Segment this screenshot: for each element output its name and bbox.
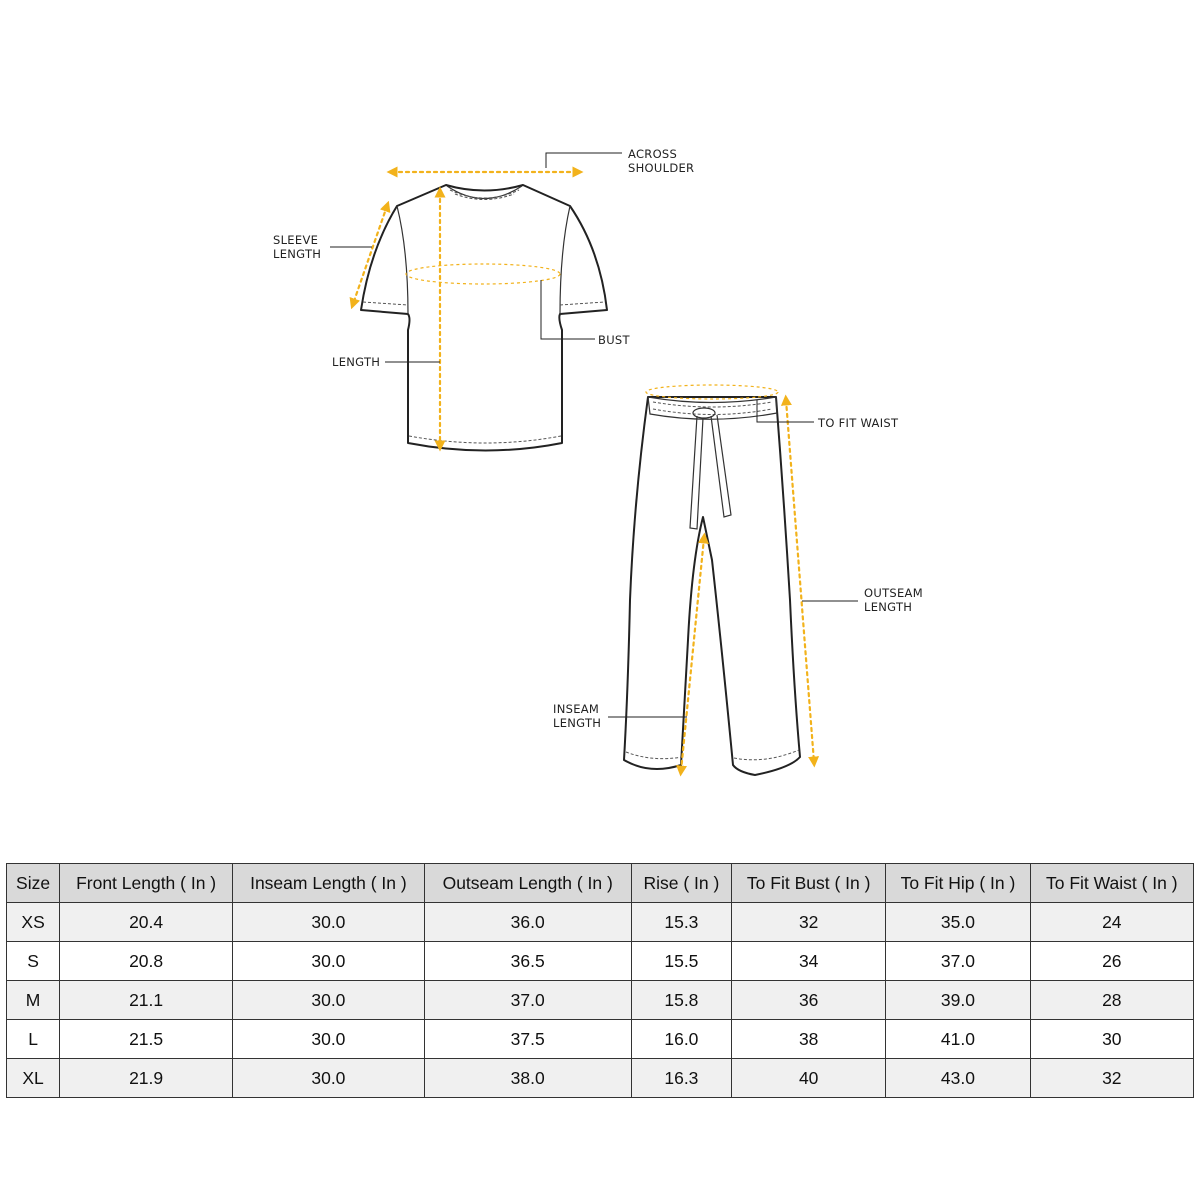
header-to-fit-bust: To Fit Bust ( In )	[732, 864, 886, 903]
header-inseam-length: Inseam Length ( In )	[233, 864, 425, 903]
table-cell: M	[7, 981, 60, 1020]
to-fit-waist-label: TO FIT WAIST	[818, 416, 899, 430]
header-to-fit-hip: To Fit Hip ( In )	[886, 864, 1030, 903]
table-row	[7, 981, 1194, 1020]
table-cell: 26	[1030, 942, 1193, 981]
table-cell: 21.9	[60, 1059, 233, 1098]
table-header-row	[7, 864, 1194, 903]
table-row	[7, 942, 1194, 981]
header-to-fit-waist: To Fit Waist ( In )	[1030, 864, 1193, 903]
header-front-length: Front Length ( In )	[60, 864, 233, 903]
table-cell: 16.3	[631, 1059, 731, 1098]
table-cell: 43.0	[886, 1059, 1030, 1098]
table-cell: 40	[732, 1059, 886, 1098]
table-cell: XS	[7, 903, 60, 942]
table-cell: 38	[732, 1020, 886, 1059]
table-cell: 30.0	[233, 1059, 425, 1098]
table-row	[7, 903, 1194, 942]
table-cell: XL	[7, 1059, 60, 1098]
sleeve-length-label: SLEEVE LENGTH	[273, 233, 322, 261]
table-cell: 36	[732, 981, 886, 1020]
across-shoulder-label: ACROSS SHOULDER	[628, 147, 695, 175]
table-cell: 15.8	[631, 981, 731, 1020]
table-cell: 30.0	[233, 903, 425, 942]
tshirt-body	[361, 185, 607, 451]
table-cell: 24	[1030, 903, 1193, 942]
table-cell: 41.0	[886, 1020, 1030, 1059]
pants-body	[624, 397, 800, 775]
table-cell: 32	[1030, 1059, 1193, 1098]
table-cell: L	[7, 1020, 60, 1059]
table-cell: 36.0	[424, 903, 631, 942]
table-cell: S	[7, 942, 60, 981]
table-cell: 20.8	[60, 942, 233, 981]
table-cell: 36.5	[424, 942, 631, 981]
outseam-length-label: OUTSEAM LENGTH	[864, 586, 923, 614]
table-cell: 30.0	[233, 1020, 425, 1059]
table-cell: 28	[1030, 981, 1193, 1020]
table-cell: 20.4	[60, 903, 233, 942]
table-cell: 30	[1030, 1020, 1193, 1059]
table-cell: 21.1	[60, 981, 233, 1020]
table-cell: 34	[732, 942, 886, 981]
table-cell: 35.0	[886, 903, 1030, 942]
table-cell: 30.0	[233, 981, 425, 1020]
table-row	[7, 1020, 1194, 1059]
table-cell: 38.0	[424, 1059, 631, 1098]
table-cell: 30.0	[233, 942, 425, 981]
tshirt-illustration	[361, 185, 607, 451]
size-chart-table	[6, 863, 1194, 1098]
table-cell: 21.5	[60, 1020, 233, 1059]
bust-label: BUST	[598, 333, 630, 347]
table-row	[7, 1059, 1194, 1098]
inseam-length-label: INSEAM LENGTH	[553, 702, 602, 730]
table-cell: 37.0	[886, 942, 1030, 981]
header-size: Size	[7, 864, 60, 903]
header-rise: Rise ( In )	[631, 864, 731, 903]
table-cell: 15.3	[631, 903, 731, 942]
table-cell: 39.0	[886, 981, 1030, 1020]
across-shoulder-leader	[546, 153, 622, 168]
table-cell: 37.0	[424, 981, 631, 1020]
table-cell: 16.0	[631, 1020, 731, 1059]
header-outseam-length: Outseam Length ( In )	[424, 864, 631, 903]
table-cell: 15.5	[631, 942, 731, 981]
length-label: LENGTH	[332, 355, 381, 369]
table-cell: 37.5	[424, 1020, 631, 1059]
pants-illustration	[624, 397, 800, 775]
table-cell: 32	[732, 903, 886, 942]
